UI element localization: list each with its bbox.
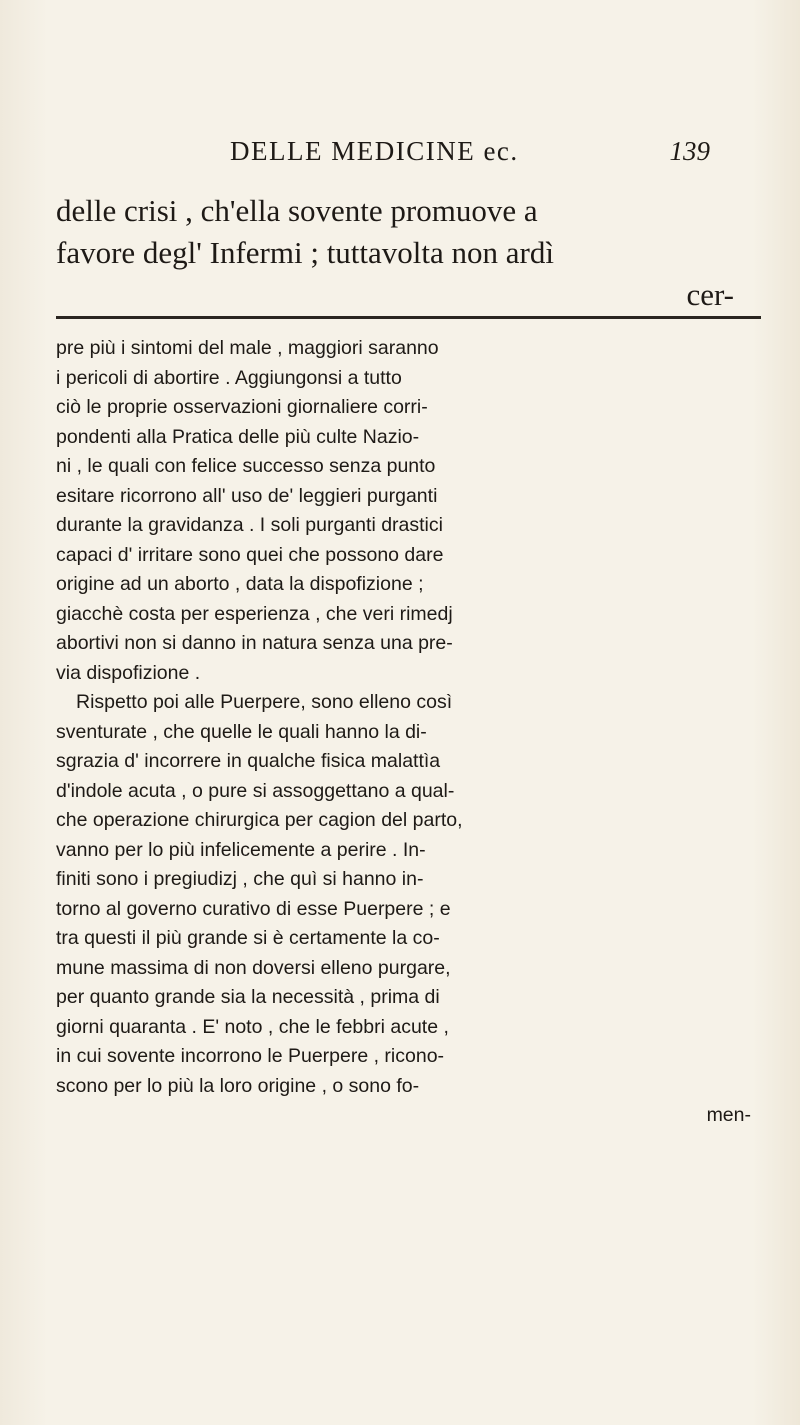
footnote-text-block <box>56 334 761 1131</box>
catchword: cer- <box>686 277 734 312</box>
running-head: DELLE MEDICINE ec. <box>230 136 519 166</box>
footnote-line: sgrazia d' incorrere in qualche fisica malattìa <box>56 750 441 772</box>
main-text-line: favore degl' Infermi ; tuttavolta non ardì <box>56 235 554 270</box>
footnote-line: per quanto grande sia la necessità , prima di <box>56 986 440 1008</box>
footnote-line: ni , le quali con felice successo senza punto <box>56 455 436 477</box>
footnote-line: tra questi il più grande si è certamente la co- <box>56 927 440 949</box>
footnote-line: finiti sono i pregiudizj , che quì si hanno in- <box>56 868 424 890</box>
footnote-line: d'indole acuta , o pure si assoggettano a qual- <box>56 779 455 802</box>
footnote-separator-rule <box>56 316 761 319</box>
footnote-line: abortivi non si danno in natura senza una pre- <box>56 632 453 654</box>
footnote-line: torno al governo curativo di esse Puerpere ; e <box>56 897 451 920</box>
footnote-line: scono per lo più la loro origine , o sono fo- <box>56 1074 420 1097</box>
page-header <box>230 136 710 176</box>
footnote-line: che operazione chirurgica per cagion del parto, <box>56 809 463 831</box>
footnote-line: esitare ricorrono all' uso de' leggieri purganti <box>56 484 438 507</box>
page-number: 139 <box>669 136 710 166</box>
footnote-line: giorni quaranta . E' noto , che le febbri acute , <box>56 1015 449 1038</box>
footnote-line: durante la gravidanza . I soli purganti drastici <box>56 514 443 536</box>
footnote-line: ciò le proprie osservazioni giornaliere corri- <box>56 396 428 418</box>
footnote-line: origine ad un aborto , data la dispofizione ; <box>56 573 424 595</box>
footnote-line: sventurate , che quelle le quali hanno la di- <box>56 720 427 743</box>
footnote-line: pre più i sintomi del male , maggiori saranno <box>56 337 439 359</box>
footnote-line: i pericoli di abortire . Aggiungonsi a tutto <box>56 366 402 389</box>
footnote-line: vanno per lo più infelicemente a perire . In- <box>56 838 426 861</box>
main-text-line: delle crisi , ch'ella sovente promuove a <box>56 193 538 228</box>
footnote-line: mune massima di non doversi elleno purgare, <box>56 956 451 979</box>
footnote-line: capaci d' irritare sono quei che possono dare <box>56 543 444 566</box>
footnote-line: Rispetto poi alle Puerpere, sono elleno così <box>76 691 453 713</box>
footnote-line: pondenti alla Pratica delle più culte Nazio- <box>56 425 420 448</box>
footnote-line: giacchè costa per esperienza , che veri rimedj <box>56 602 453 625</box>
catchword: men- <box>706 1104 751 1126</box>
footnote-line: in cui sovente incorrono le Puerpere , ricono- <box>56 1045 445 1067</box>
footnote-line: via dispofizione . <box>56 661 201 684</box>
main-text-block <box>56 190 756 316</box>
